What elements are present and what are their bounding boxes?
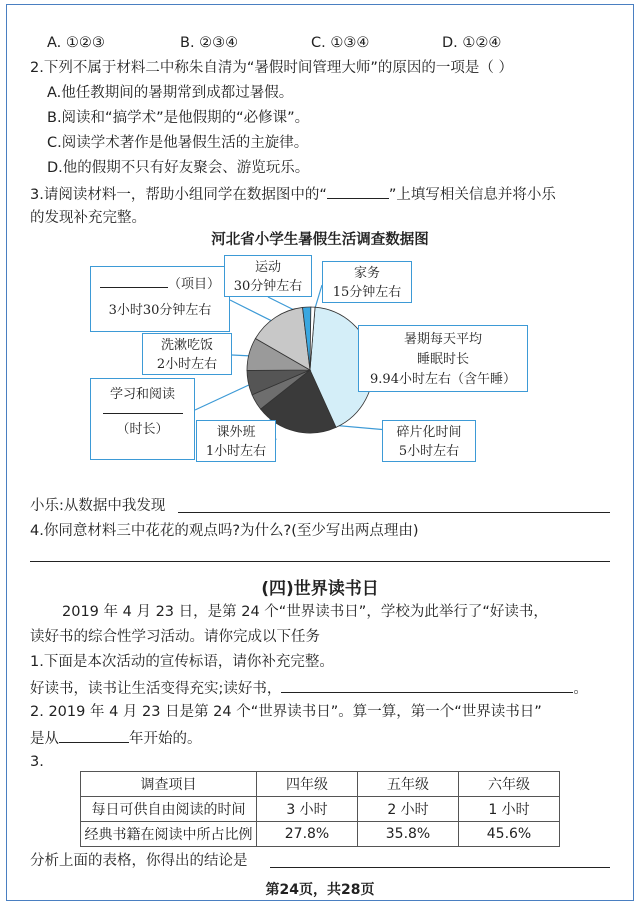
xiaole-line: 小乐:从数据中我发现 (30, 498, 166, 514)
table-cell: 经典书籍在阅读中所占比例 (81, 822, 257, 847)
box-meals-label: 洗漱吃饭 (160, 338, 213, 353)
task2-line2 (30, 727, 202, 749)
task1-slogan (30, 677, 588, 699)
q3-line2: 的发现补充完整。 (30, 210, 146, 226)
box-sleep (358, 325, 528, 392)
q4-answer-blank[interactable] (30, 561, 610, 562)
option-c[interactable]: C. ①③④ (311, 35, 370, 51)
q2-option-b[interactable]: B.阅读和“搞学术”是他假期的“必修课”。 (47, 110, 310, 126)
table-header-cell: 五年级 (358, 772, 459, 797)
box-study (90, 378, 195, 460)
table-header-cell: 四年级 (257, 772, 358, 797)
q2-option-c[interactable]: C.阅读学术著作是他暑假生活的主旋律。 (47, 135, 309, 151)
box-project-label: （项目） (167, 277, 220, 292)
box-class-value: 1小时左右 (205, 444, 267, 459)
conclusion-blank[interactable] (270, 867, 610, 868)
table-cell: 27.8% (257, 822, 358, 847)
box-study-value: （时长） (116, 422, 169, 437)
q2-stem: 2.下列不属于材料二中称朱自清为“暑假时间管理大师”的原因的一项是（ ） (30, 60, 513, 76)
option-d[interactable]: D. ①②④ (442, 35, 502, 51)
q2-option-a[interactable]: A.他任教期间的暑期常到成都过暑假。 (47, 85, 294, 101)
table-header-cell: 六年级 (459, 772, 560, 797)
q3-text-b: ”上填写相关信息并将小乐 (388, 187, 556, 203)
option-a[interactable]: A. ①②③ (47, 35, 105, 51)
table-cell: 1 小时 (459, 797, 560, 822)
page-footer: 第24页，共28页 (265, 882, 375, 898)
table-cell: 45.6% (459, 822, 560, 847)
chart-title: 河北省小学生暑假生活调查数据图 (211, 232, 429, 248)
pie-leader-3 (195, 381, 258, 410)
box-sport-value: 30分钟左右 (233, 279, 303, 294)
box-project (90, 266, 230, 332)
table-row (81, 822, 560, 847)
box-sleep-value: 9.94小时左右（含午睡） (370, 372, 516, 387)
table-row (81, 797, 560, 822)
q4-stem: 4.你同意材料三中花花的观点吗?为什么?(至少写出两点理由) (30, 523, 419, 539)
box-fragment-value: 5小时左右 (398, 444, 460, 459)
option-b[interactable]: B. ②③④ (180, 35, 239, 51)
conclusion-stem: 分析上面的表格，你得出的结论是 (30, 853, 248, 869)
box-class (196, 420, 276, 462)
box-fragment (382, 420, 476, 462)
table-header-cell: 调查项目 (81, 772, 257, 797)
box-meals (142, 333, 232, 375)
task1-stem: 1.下面是本次活动的宣传标语，请你补充完整。 (30, 654, 334, 670)
q2-option-d[interactable]: D.他的假期不只有好友聚会、游览玩乐。 (47, 160, 310, 176)
survey-table (80, 771, 560, 847)
box-fragment-label: 碎片化时间 (396, 425, 462, 440)
box-project-value: 3小时30分钟左右 (108, 303, 212, 318)
task1-slogan-text: 好读书，读书让生活变得充实;读好书， (30, 681, 282, 697)
intro-line1: 2019 年 4 月 23 日，是第 24 个“世界读书日”，学校为此举行了“好读书， (62, 604, 548, 620)
section-title: (四)世界读书日 (261, 579, 379, 599)
box-project-blank[interactable] (100, 275, 168, 288)
task2-text-b: 年开始的。 (129, 731, 202, 747)
box-sport (224, 255, 312, 297)
box-sport-label: 运动 (254, 260, 281, 275)
task2-text-a: 是从 (30, 731, 59, 747)
table-cell: 每日可供自由阅读的时间 (81, 797, 257, 822)
box-housework-value: 15分钟左右 (332, 285, 402, 300)
table-cell: 35.8% (358, 822, 459, 847)
q3-text-a: 3.请阅读材料一，帮助小组同学在数据图中的“ (30, 187, 327, 203)
xiaole-answer-blank[interactable] (178, 512, 610, 513)
task3-number: 3. (30, 754, 44, 770)
box-housework (322, 261, 412, 303)
box-meals-value: 2小时左右 (156, 357, 218, 372)
table-cell: 2 小时 (358, 797, 459, 822)
box-study-blank[interactable] (103, 412, 183, 414)
task1-slogan-blank[interactable] (281, 677, 573, 693)
table-cell: 3 小时 (257, 797, 358, 822)
box-sleep-label: 暑期每天平均睡眠时长 (403, 332, 482, 367)
box-class-label: 课外班 (216, 425, 256, 440)
box-study-label: 学习和阅读 (109, 387, 175, 402)
intro-line2: 读好书的综合性学习活动。请你完成以下任务 (30, 629, 320, 645)
table-header-row (81, 772, 560, 797)
box-housework-label: 家务 (353, 266, 380, 281)
task1-slogan-end: 。 (573, 681, 588, 697)
task2-year-blank[interactable] (59, 727, 129, 743)
task2-line1: 2. 2019 年 4 月 23 日是第 24 个“世界读书日”。算一算，第一个“世界读书日” (30, 704, 542, 720)
